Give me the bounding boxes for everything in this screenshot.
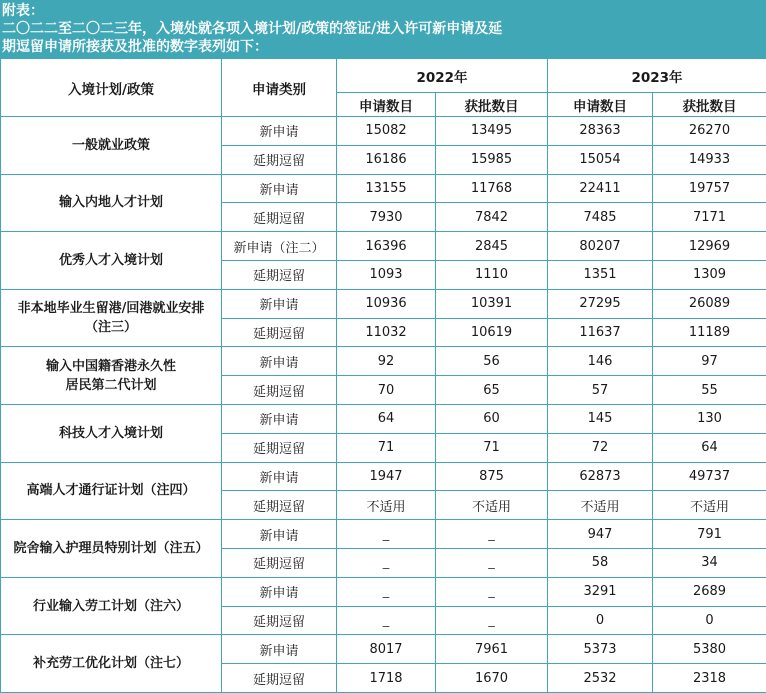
- value-cell: 7842: [436, 203, 548, 232]
- application-type-cell: 延期逗留: [222, 376, 337, 405]
- value-cell: 27295: [548, 289, 653, 318]
- scheme-name-line: 科技人才入境计划: [58, 425, 163, 441]
- column-header-applications-2022: 申请数目: [337, 93, 436, 117]
- value-cell: 146: [548, 347, 653, 376]
- value-cell: 16186: [337, 145, 436, 174]
- value-cell: 15082: [337, 117, 436, 146]
- table-row: [1, 577, 766, 606]
- application-type-cell: 新申请: [222, 635, 337, 664]
- table-row: [1, 117, 766, 146]
- scheme-name-line: 非本地毕业生留港/回港就业安排: [17, 301, 205, 317]
- value-cell: 10391: [436, 289, 548, 318]
- value-cell: 26270: [653, 117, 766, 146]
- table-row: [1, 289, 766, 318]
- table-row: [1, 635, 766, 664]
- value-cell: 92: [337, 347, 436, 376]
- value-cell: 1670: [436, 664, 548, 693]
- scheme-name-line: 高端人才通行证计划（注四）: [26, 483, 196, 499]
- value-cell: 49737: [653, 462, 766, 491]
- application-type-cell: 新申请: [222, 404, 337, 433]
- value-cell: 2689: [653, 577, 766, 606]
- value-cell: 72: [548, 433, 653, 462]
- column-header-approvals-2022: 获批数目: [436, 93, 548, 117]
- value-cell: 70: [337, 376, 436, 405]
- value-cell: 1351: [548, 260, 653, 289]
- value-cell: 0: [653, 606, 766, 635]
- application-type-cell: 延期逗留: [222, 491, 337, 520]
- application-type-cell: 延期逗留: [222, 145, 337, 174]
- value-cell: 11768: [436, 174, 548, 203]
- value-cell: _: [436, 548, 548, 577]
- value-cell: 14933: [653, 145, 766, 174]
- value-cell: 13155: [337, 174, 436, 203]
- column-header-approvals-2023: 获批数目: [653, 93, 766, 117]
- application-type-cell: 新申请: [222, 174, 337, 203]
- scheme-name-cell: [1, 462, 222, 520]
- application-type-cell: 延期逗留: [222, 433, 337, 462]
- header-line-3: 期逗留申请所接获及批准的数字表列如下：: [2, 39, 268, 55]
- application-type-cell: 新申请: [222, 462, 337, 491]
- scheme-name-cell: [1, 520, 222, 578]
- column-header-type: 申请类别: [222, 59, 337, 117]
- value-cell: _: [436, 606, 548, 635]
- value-cell: 145: [548, 404, 653, 433]
- application-type-cell: 延期逗留: [222, 203, 337, 232]
- application-type-cell: 新申请: [222, 347, 337, 376]
- scheme-name-line: 居民第二代计划: [65, 377, 157, 393]
- value-cell: 2845: [436, 232, 548, 261]
- value-cell: 10619: [436, 318, 548, 347]
- scheme-name-cell: [1, 635, 222, 693]
- scheme-name-line: 优秀人才入境计划: [58, 252, 163, 268]
- value-cell: 1718: [337, 664, 436, 693]
- application-type-cell: 延期逗留: [222, 318, 337, 347]
- value-cell: 97: [653, 347, 766, 376]
- value-cell: 130: [653, 404, 766, 433]
- application-type-cell: 新申请: [222, 577, 337, 606]
- application-type-cell: 延期逗留: [222, 260, 337, 289]
- value-cell: 947: [548, 520, 653, 549]
- scheme-name-line: 输入中国籍香港永久性: [45, 358, 176, 374]
- value-cell: 12969: [653, 232, 766, 261]
- application-type-cell: 延期逗留: [222, 664, 337, 693]
- value-cell: 57: [548, 376, 653, 405]
- header-line-1: 附表：: [2, 3, 44, 19]
- table-row: [1, 462, 766, 491]
- application-type-cell: 延期逗留: [222, 606, 337, 635]
- table-body: [1, 117, 766, 693]
- application-type-cell: 延期逗留: [222, 548, 337, 577]
- value-cell: 11032: [337, 318, 436, 347]
- table-row: [1, 520, 766, 549]
- value-cell: 11189: [653, 318, 766, 347]
- value-cell: 11637: [548, 318, 653, 347]
- value-cell: 5373: [548, 635, 653, 664]
- value-cell: 7930: [337, 203, 436, 232]
- application-type-cell: 新申请: [222, 520, 337, 549]
- scheme-name-line: （注三）: [84, 320, 137, 336]
- value-cell: 5380: [653, 635, 766, 664]
- value-cell: 65: [436, 376, 548, 405]
- scheme-name-line: 一般就业政策: [71, 137, 150, 153]
- scheme-name-cell: [1, 347, 222, 405]
- column-header-applications-2023: 申请数目: [548, 93, 653, 117]
- scheme-name-cell: [1, 174, 222, 232]
- value-cell: 55: [653, 376, 766, 405]
- value-cell: _: [436, 577, 548, 606]
- value-cell: 不适用: [548, 491, 653, 520]
- value-cell: 71: [436, 433, 548, 462]
- application-type-cell: 新申请: [222, 117, 337, 146]
- scheme-name-cell: [1, 117, 222, 175]
- application-type-cell: 新申请（注二）: [222, 232, 337, 261]
- column-header-year-2022: 2022年: [337, 59, 548, 93]
- value-cell: 1093: [337, 260, 436, 289]
- table-row: [1, 232, 766, 261]
- table-row: [1, 347, 766, 376]
- value-cell: 1309: [653, 260, 766, 289]
- scheme-name-line: 院舍输入护理员特别计划（注五）: [13, 540, 209, 556]
- application-type-cell: 新申请: [222, 289, 337, 318]
- value-cell: 15054: [548, 145, 653, 174]
- scheme-name-cell: [1, 289, 222, 347]
- value-cell: 791: [653, 520, 766, 549]
- value-cell: 22411: [548, 174, 653, 203]
- value-cell: 875: [436, 462, 548, 491]
- scheme-name-cell: [1, 404, 222, 462]
- value-cell: _: [337, 520, 436, 549]
- value-cell: 1110: [436, 260, 548, 289]
- value-cell: 62873: [548, 462, 653, 491]
- value-cell: 0: [548, 606, 653, 635]
- value-cell: 64: [653, 433, 766, 462]
- value-cell: 不适用: [337, 491, 436, 520]
- column-header-scheme: 入境计划/政策: [1, 59, 222, 117]
- scheme-name-line: 输入内地人才计划: [58, 195, 163, 211]
- value-cell: 2318: [653, 664, 766, 693]
- value-cell: 13495: [436, 117, 548, 146]
- scheme-name-cell: [1, 232, 222, 290]
- value-cell: _: [337, 606, 436, 635]
- scheme-name-cell: [1, 577, 222, 635]
- value-cell: 10936: [337, 289, 436, 318]
- value-cell: 3291: [548, 577, 653, 606]
- value-cell: 15985: [436, 145, 548, 174]
- value-cell: 8017: [337, 635, 436, 664]
- value-cell: 26089: [653, 289, 766, 318]
- value-cell: _: [337, 577, 436, 606]
- value-cell: 71: [337, 433, 436, 462]
- scheme-name-line: 补充劳工优化计划（注七）: [32, 656, 189, 672]
- value-cell: 80207: [548, 232, 653, 261]
- column-header-year-2023: 2023年: [548, 59, 766, 93]
- value-cell: 19757: [653, 174, 766, 203]
- value-cell: 7485: [548, 203, 653, 232]
- value-cell: 56: [436, 347, 548, 376]
- page-header: [0, 0, 766, 58]
- value-cell: 1947: [337, 462, 436, 491]
- value-cell: 不适用: [436, 491, 548, 520]
- scheme-name-line: 行业输入劳工计划（注六）: [32, 598, 189, 614]
- value-cell: 64: [337, 404, 436, 433]
- value-cell: 28363: [548, 117, 653, 146]
- value-cell: 不适用: [653, 491, 766, 520]
- value-cell: 7171: [653, 203, 766, 232]
- value-cell: 58: [548, 548, 653, 577]
- value-cell: 60: [436, 404, 548, 433]
- value-cell: _: [436, 520, 548, 549]
- value-cell: 34: [653, 548, 766, 577]
- value-cell: 2532: [548, 664, 653, 693]
- table-row: [1, 174, 766, 203]
- header-line-2: 二〇二二至二〇二三年，入境处就各项入境计划/政策的签证/进入许可新申请及延: [2, 21, 503, 37]
- value-cell: 7961: [436, 635, 548, 664]
- value-cell: 16396: [337, 232, 436, 261]
- value-cell: _: [337, 548, 436, 577]
- statistics-table: [0, 58, 766, 693]
- table-row: [1, 404, 766, 433]
